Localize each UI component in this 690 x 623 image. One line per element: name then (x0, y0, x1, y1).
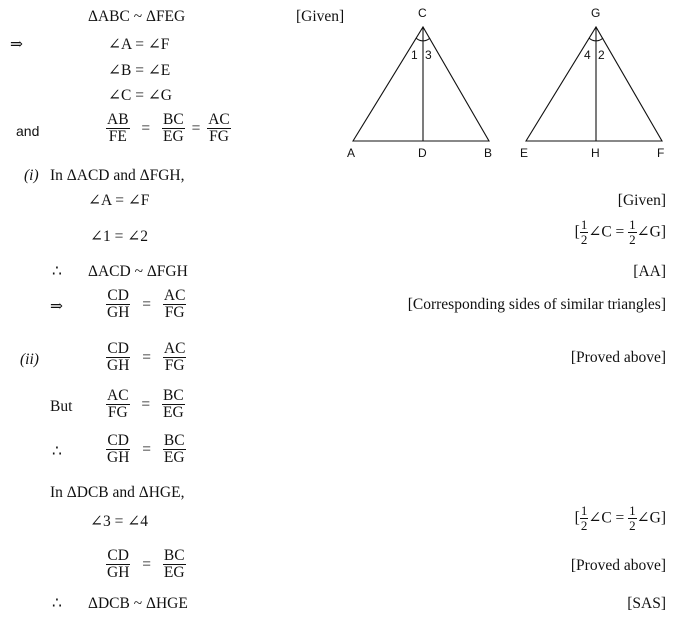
fraction-ab-fe: $\frac{AB}{FE}$ (107, 111, 129, 145)
ratio-cd-gh-ac-fg-ii: $\frac{CD}{GH}$ = $\frac{AC}{FG}$ (107, 340, 186, 374)
reason-given: [Given] (617, 192, 666, 209)
reason-aa: [AA] (633, 263, 666, 280)
reason-proved-above-2: [Proved above] (570, 557, 666, 574)
vertex-label-f: F (657, 146, 665, 160)
angle-label-1: 1 (411, 48, 418, 62)
fraction-ac-fg: $\frac{AC}{FG}$ (208, 111, 230, 145)
part-ii-intro: In ΔDCB and ΔHGE, (50, 484, 185, 501)
vertex-label-h: H (591, 146, 600, 160)
given-reason: [Given] (296, 8, 345, 25)
angle-c-equals-g: ∠C = ∠G (108, 87, 172, 104)
therefore-symbol-final: ∴ (52, 595, 62, 612)
angle-label-2: 2 (598, 48, 605, 62)
vertex-label-b: B (484, 146, 493, 160)
given-similarity: ΔABC ~ ΔFEG (88, 8, 186, 25)
part-ii-label: (ii) (20, 351, 39, 368)
ratio-ac-fg-bc-eg: $\frac{AC}{FG}$ = $\frac{BC}{EG}$ (107, 387, 184, 421)
vertex-label-e: E (520, 146, 529, 160)
vertex-label-g: G (591, 6, 601, 20)
therefore-symbol: ∴ (52, 263, 62, 280)
angle-label-3: 3 (425, 48, 432, 62)
triangle-feg (526, 27, 662, 141)
equals-sign: = (141, 119, 151, 137)
ratio-cd-gh-bc-eg-2: $\frac{CD}{GH}$ = $\frac{BC}{EG}$ (107, 547, 185, 581)
vertex-label-c: C (418, 6, 427, 20)
vertex-label-a: A (347, 146, 356, 160)
part-i-label: (i) (24, 167, 39, 184)
similar-dcb-hge: ΔDCB ~ ΔHGE (88, 595, 188, 612)
angle-a-equals-f: ∠A = ∠F (108, 36, 170, 53)
triangles-figure (0, 0, 690, 170)
triangle-abc (353, 27, 489, 141)
equals-sign: = (191, 119, 201, 137)
but-word: But (50, 398, 73, 415)
angle-b-equals-e: ∠B = ∠E (108, 62, 171, 79)
reason-sas: [SAS] (627, 595, 666, 612)
and-word: and (16, 123, 40, 139)
reason-proved-above-1: [Proved above] (570, 349, 666, 366)
angle-1-equals-2: ∠1 = ∠2 (90, 228, 148, 245)
angle-3-equals-4: ∠3 = ∠4 (90, 513, 148, 530)
reason-half-angle-ii: [ $\frac{1}{2}$ ∠C = $\frac{1}{2}$ ∠G] (574, 503, 666, 533)
vertex-label-d: D (418, 146, 427, 160)
similar-acd-fgh: ΔACD ~ ΔFGH (88, 263, 188, 280)
angle-label-4: 4 (584, 48, 591, 62)
fraction-bc-eg: $\frac{BC}{EG}$ (163, 111, 184, 145)
reason-half-angle-i: [ $\frac{1}{2}$ ∠C = $\frac{1}{2}$ ∠G] (574, 217, 666, 247)
therefore-symbol-ii: ∴ (52, 443, 62, 460)
implies-symbol: ⇒ (10, 36, 23, 53)
ratio-cd-gh-ac-fg: $\frac{CD}{GH}$ = $\frac{AC}{FG}$ (107, 287, 186, 321)
reason-corresponding-sides: [Corresponding sides of similar triangles] (407, 296, 666, 313)
angle-a-equals-f-i: ∠A = ∠F (88, 192, 150, 209)
implies-symbol-i: ⇒ (50, 298, 63, 315)
part-i-intro: In ΔACD and ΔFGH, (50, 167, 185, 184)
ratio-cd-gh-bc-eg: $\frac{CD}{GH}$ = $\frac{BC}{EG}$ (107, 432, 185, 466)
